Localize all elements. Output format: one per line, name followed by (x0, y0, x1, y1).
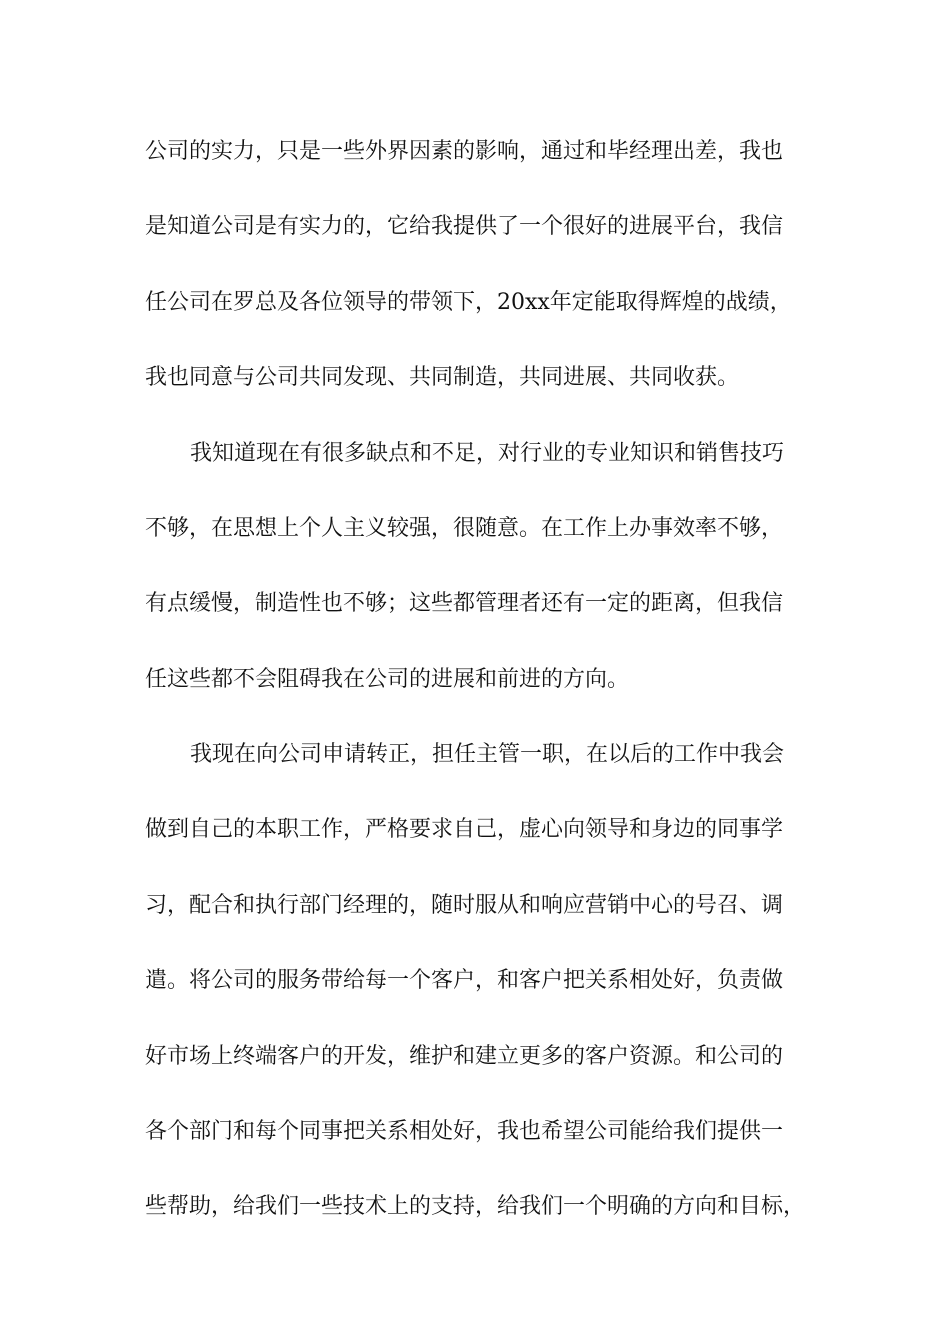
text-line: 是知道公司是有实力的，它给我提供了一个很好的进展平台，我信 (145, 214, 784, 240)
text-line: 公司的实力，只是一些外界因素的影响，通过和毕经理出差，我也 (145, 139, 784, 164)
text-line: 有点缓慢，制造性也不够；这些都管理者还有一定的距离，但我信 (145, 591, 784, 617)
text-line: 好市场上终端客户的开发，维护和建立更多的客户资源。和公司的 (145, 1043, 784, 1069)
text-line: 各个部门和每个同事把关系相处好，我也希望公司能给我们提供一 (145, 1118, 784, 1144)
body-text (145, 133, 835, 1226)
text-line: 任公司在罗总及各位领导的带领下，20xx年定能取得辉煌的战绩， (145, 289, 792, 315)
text-line: 我也同意与公司共同发现、共同制造，共同进展、共同收获。 (145, 365, 740, 391)
paragraph-first-line: 我现在向公司申请转正，担任主管一职，在以后的工作中我会 (190, 742, 785, 767)
text-line: 遣。将公司的服务带给每一个客户，和客户把关系相处好，负责做 (145, 968, 784, 994)
text-line: 做到自己的本职工作，严格要求自己，虚心向领导和身边的同事学 (145, 817, 784, 843)
text-line: 不够，在思想上个人主义较强，很随意。在工作上办事效率不够， (145, 515, 784, 541)
text-line: 任这些都不会阻碍我在公司的进展和前进的方向。 (145, 666, 630, 692)
text-line: 些帮助，给我们一些技术上的支持，给我们一个明确的方向和目标， (145, 1194, 806, 1220)
text-line: 习，配合和执行部门经理的，随时服从和响应营销中心的号召、调 (145, 892, 784, 918)
paragraph-first-line: 我知道现在有很多缺点和不足，对行业的专业知识和销售技巧 (190, 440, 785, 466)
